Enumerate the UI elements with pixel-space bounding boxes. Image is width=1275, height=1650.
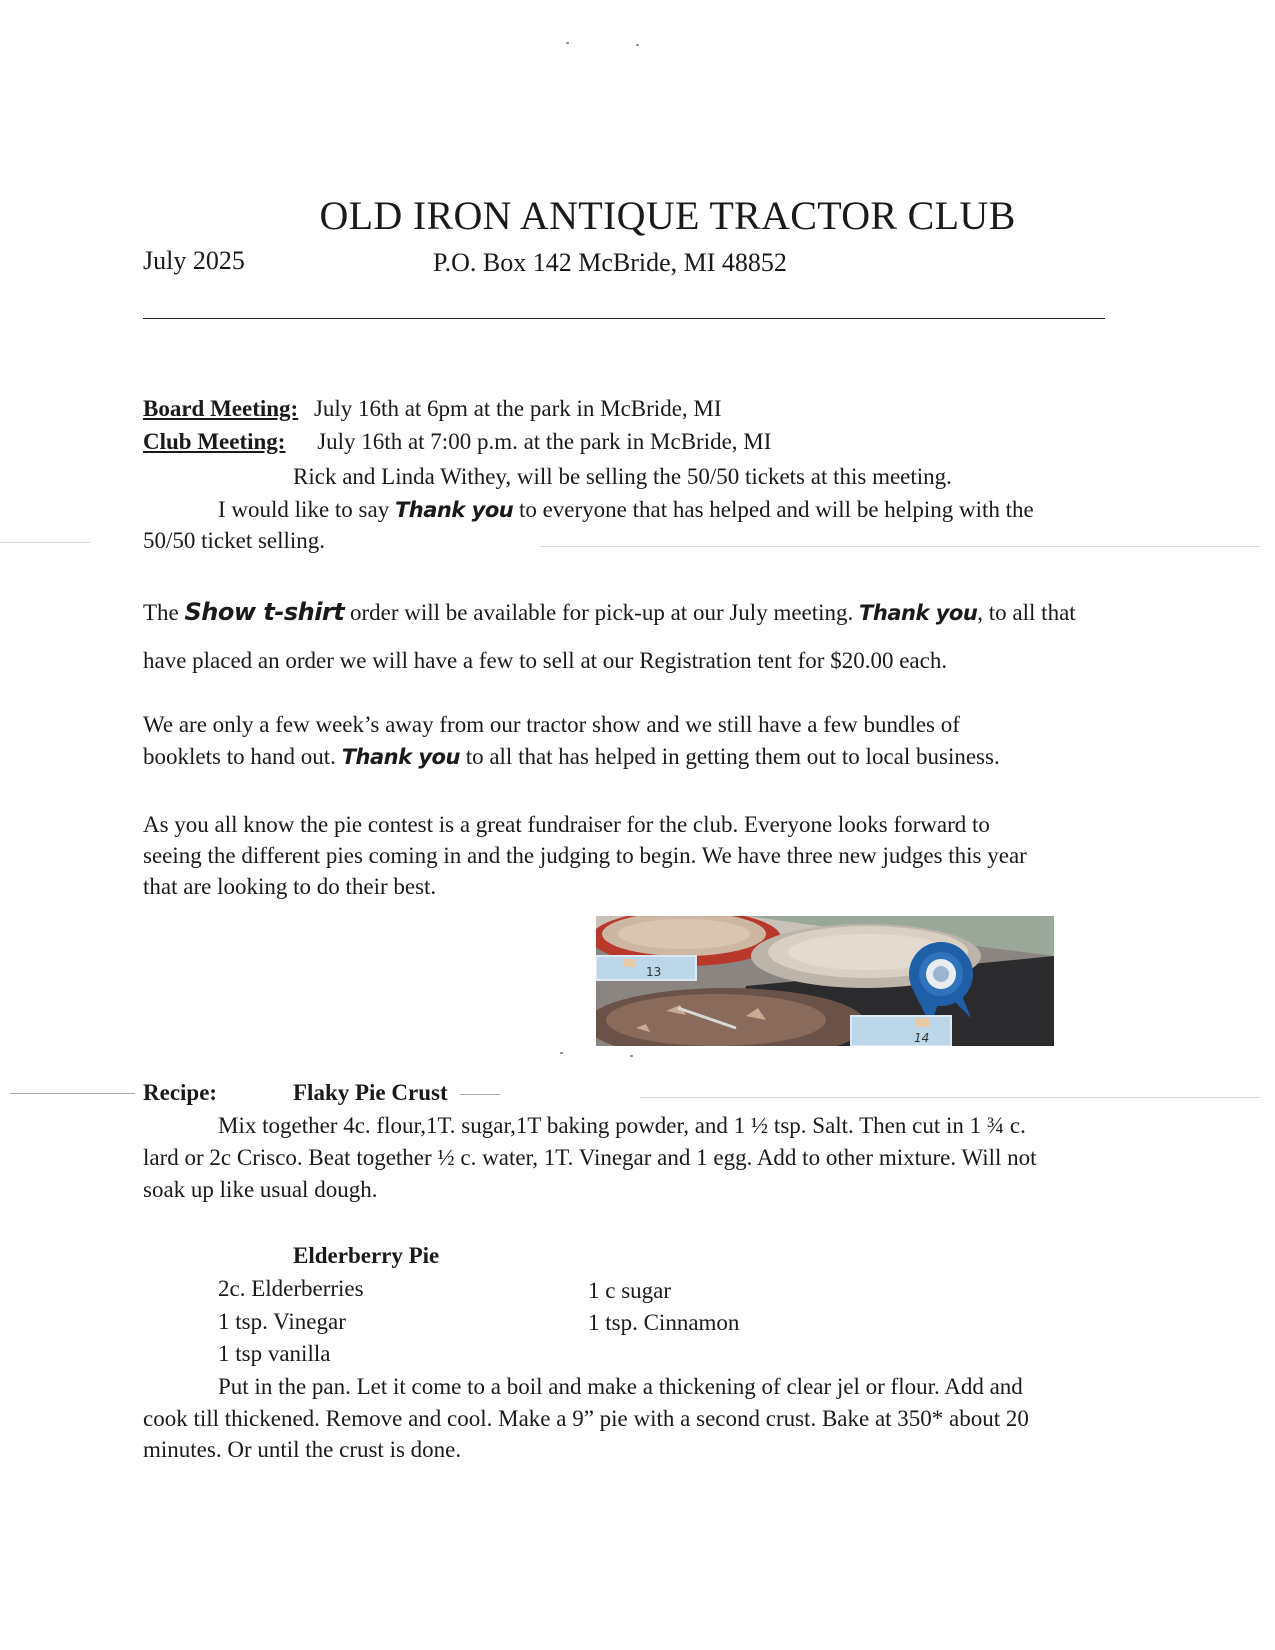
scan-speck bbox=[630, 1055, 633, 1057]
show-tshirt-script: Show t-shirt bbox=[184, 598, 345, 626]
card-label-icon bbox=[916, 1018, 930, 1027]
club-address: P.O. Box 142 McBride, MI 48852 bbox=[433, 248, 787, 277]
pie-contest-line-1: As you all know the pie contest is a great fundraiser for the club. Everyone looks forward to bbox=[143, 812, 990, 837]
pie-crust-line-1: Mix together 4c. flour,1T. sugar,1T baking powder, and 1 ½ tsp. Salt. Then cut in 1 ¾ c. bbox=[218, 1113, 1026, 1138]
recipe-heading bbox=[143, 1080, 217, 1106]
ingredient: 1 tsp vanilla bbox=[218, 1341, 331, 1366]
booklets-pre: booklets to hand out. bbox=[143, 744, 342, 769]
entry-card-13-number: 13 bbox=[646, 965, 662, 979]
elderberry-line-2: cook till thickened. Remove and cool. Make a 9” pie with a second crust. Bake at 350* about 20 bbox=[143, 1406, 1029, 1431]
thank-you-script: Thank you bbox=[341, 745, 460, 769]
pie-crust-highlight bbox=[618, 919, 750, 949]
pie-contest-line-2: seeing the different pies coming in and the judging to begin. We have three new judges this year bbox=[143, 843, 1027, 868]
scan-line bbox=[540, 546, 1260, 547]
elderberry-line-1: Put in the pan. Let it come to a boil and make a thickening of clear jel or flour. Add and bbox=[218, 1374, 1023, 1399]
ingredient: 1 c sugar bbox=[588, 1278, 672, 1303]
pie-contest-line-3: that are looking to do their best. bbox=[143, 874, 437, 899]
pie-contest-photo bbox=[596, 916, 1054, 1046]
thanks-pre: I would like to say bbox=[218, 497, 395, 522]
board-meeting-label: Board Meeting: bbox=[143, 396, 299, 421]
ingredient: 1 tsp. Vinegar bbox=[218, 1309, 346, 1334]
booklets-line-2 bbox=[143, 744, 1000, 770]
pie-photo-drawing bbox=[596, 916, 1054, 1046]
thanks-line-2: 50/50 ticket selling. bbox=[143, 528, 326, 553]
tshirt-post: , to all that bbox=[977, 600, 1076, 625]
tshirt-line-2: have placed an order we will have a few to sell at our Registration tent for $20.00 each. bbox=[143, 648, 948, 673]
board-meeting-text: July 16th at 6pm at the park in McBride, MI bbox=[313, 396, 722, 421]
club-meeting-text: July 16th at 7:00 p.m. at the park in McBride, MI bbox=[317, 429, 772, 454]
club-meeting-line bbox=[143, 429, 771, 455]
thank-you-script: Thank you bbox=[859, 601, 978, 625]
entry-card-14-number: 14 bbox=[914, 1031, 930, 1045]
scan-line bbox=[640, 1097, 1260, 1098]
scan-line bbox=[10, 1093, 135, 1094]
ingredient: 1 tsp. Cinnamon bbox=[588, 1310, 740, 1335]
scan-speck bbox=[636, 44, 639, 46]
recipe-title-pie-crust: Flaky Pie Crust bbox=[293, 1080, 448, 1105]
recipe-label: Recipe: bbox=[143, 1080, 218, 1105]
pie-crust-line-2: lard or 2c Crisco. Beat together ½ c. water, 1T. Vinegar and 1 egg. Add to other mixture. Will not bbox=[143, 1145, 1037, 1170]
ticket-sellers: Rick and Linda Withey, will be selling the 50/50 tickets at this meeting. bbox=[293, 464, 952, 489]
issue-date: July 2025 bbox=[143, 246, 245, 275]
header-divider bbox=[143, 318, 1105, 319]
tshirt-line bbox=[143, 598, 1076, 626]
tshirt-pre: The bbox=[143, 600, 185, 625]
ingredient: 2c. Elderberries bbox=[218, 1276, 364, 1301]
entry-card-14 bbox=[851, 1016, 951, 1046]
thanks-post: to everyone that has helped and will be helping with the bbox=[513, 497, 1034, 522]
elderberry-line-3: minutes. Or until the crust is done. bbox=[143, 1437, 462, 1462]
thank-you-script: Thank you bbox=[394, 498, 514, 522]
tshirt-mid: order will be available for pick-up at our July meeting. bbox=[344, 600, 860, 625]
card-label-icon bbox=[624, 959, 636, 967]
newsletter-title: OLD IRON ANTIQUE TRACTOR CLUB bbox=[319, 193, 1016, 238]
thanks-line bbox=[218, 497, 1034, 523]
scan-line bbox=[0, 542, 90, 543]
scan-line bbox=[460, 1094, 500, 1095]
booklets-line-1: We are only a few week’s away from our tractor show and we still have a few bundles of bbox=[143, 712, 960, 737]
booklets-post: to all that has helped in getting them out to local business. bbox=[459, 744, 1000, 769]
scan-speck bbox=[566, 42, 569, 44]
pie-crust-line-3: soak up like usual dough. bbox=[143, 1177, 378, 1202]
board-meeting-line bbox=[143, 396, 722, 422]
recipe-title-elderberry: Elderberry Pie bbox=[293, 1243, 440, 1268]
club-meeting-label: Club Meeting: bbox=[143, 429, 286, 454]
scan-speck bbox=[560, 1052, 563, 1054]
